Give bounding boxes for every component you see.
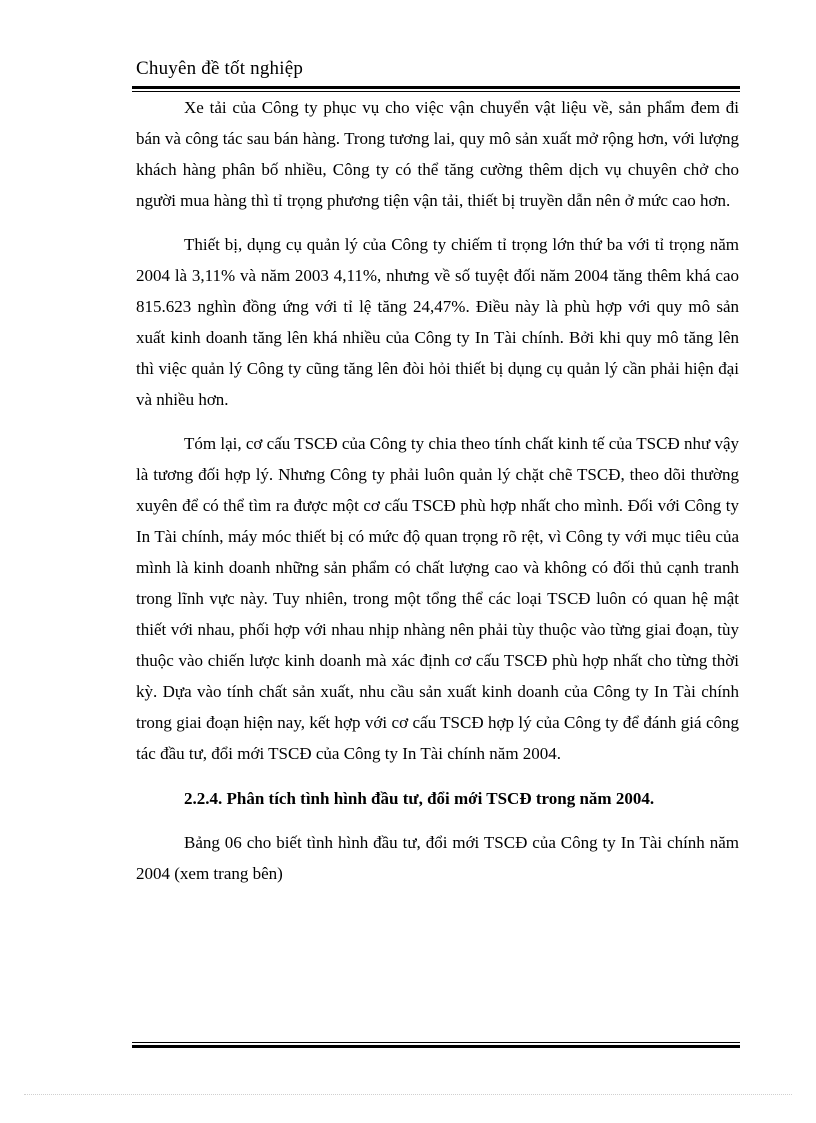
paragraph-3: Tóm lại, cơ cấu TSCĐ của Công ty chia theo tính chất kinh tế của TSCĐ như vậy là tương đối hợp lý. Nhưng Công ty phải luôn quản lý chặt chẽ TSCĐ, theo dõi thường xuyên để có thể tìm ra được một cơ cấu TSCĐ phù hợp nhất cho mình. Đối với Công ty In Tài chính, máy móc thiết bị có mức độ quan trọng rõ rệt, vì Công ty với mục tiêu của mình là kinh doanh những sản phẩm có chất lượng cao và không có đối thủ cạnh tranh trong lĩnh vực này. Tuy nhiên, trong một tổng thể các loại TSCĐ luôn có quan hệ mật thiết với nhau, phối hợp với nhau nhịp nhàng nên phải tùy thuộc vào từng giai đoạn, tùy thuộc vào chiến lược kinh doanh mà xác định cơ cấu TSCĐ phù hợp nhất cho từng thời kỳ. Dựa vào tính chất sản xuất, nhu cầu sản xuất kinh doanh của Công ty In Tài chính trong giai đoạn hiện nay, kết hợp với cơ cấu TSCĐ hợp lý của Công ty để đánh giá công tác đầu tư, đổi mới TSCĐ của Công ty In Tài chính năm 2004.	[136, 434, 739, 763]
footer-rule-thin	[132, 1042, 740, 1043]
page-edge-dotted-line	[24, 1094, 792, 1095]
document-body	[136, 92, 739, 889]
section-paragraph: Bảng 06 cho biết tình hình đầu tư, đổi mới TSCĐ của Công ty In Tài chính năm 2004 (xem trang bên)	[136, 833, 739, 883]
header-rule-thick	[132, 86, 740, 89]
paragraph-2: Thiết bị, dụng cụ quản lý của Công ty chiếm tỉ trọng lớn thứ ba với tỉ trọng năm 2004 là 3,11% và năm 2003 4,11%, nhưng về số tuyệt đối năm 2004 tăng thêm khá cao 815.623 nghìn đồng ứng với tỉ lệ tăng 24,47%. Điều này là phù hợp với quy mô sản xuất kinh doanh tăng lên khá nhiều của Công ty In Tài chính. Bởi khi quy mô tăng lên thì việc quản lý Công ty cũng tăng lên đòi hỏi thiết bị dụng cụ quản lý cần phải hiện đại và nhiều hơn.	[136, 235, 739, 409]
running-header-title: Chuyên đề tốt nghiệp	[136, 58, 304, 79]
paragraph-1: Xe tải của Công ty phục vụ cho việc vận chuyển vật liệu về, sản phẩm đem đi bán và công tác sau bán hàng. Trong tương lai, quy mô sản xuất mở rộng hơn, với lượng khách hàng phân bố nhiều, Công ty có thể tăng cường thêm dịch vụ chuyên chở cho người mua hàng thì tỉ trọng phương tiện vận tải, thiết bị truyền dẫn nên ở mức cao hơn.	[136, 98, 739, 210]
footer-rule-thick	[132, 1045, 740, 1048]
section-heading: 2.2.4. Phân tích tình hình đầu tư, đổi mới TSCĐ trong năm 2004.	[184, 789, 655, 808]
